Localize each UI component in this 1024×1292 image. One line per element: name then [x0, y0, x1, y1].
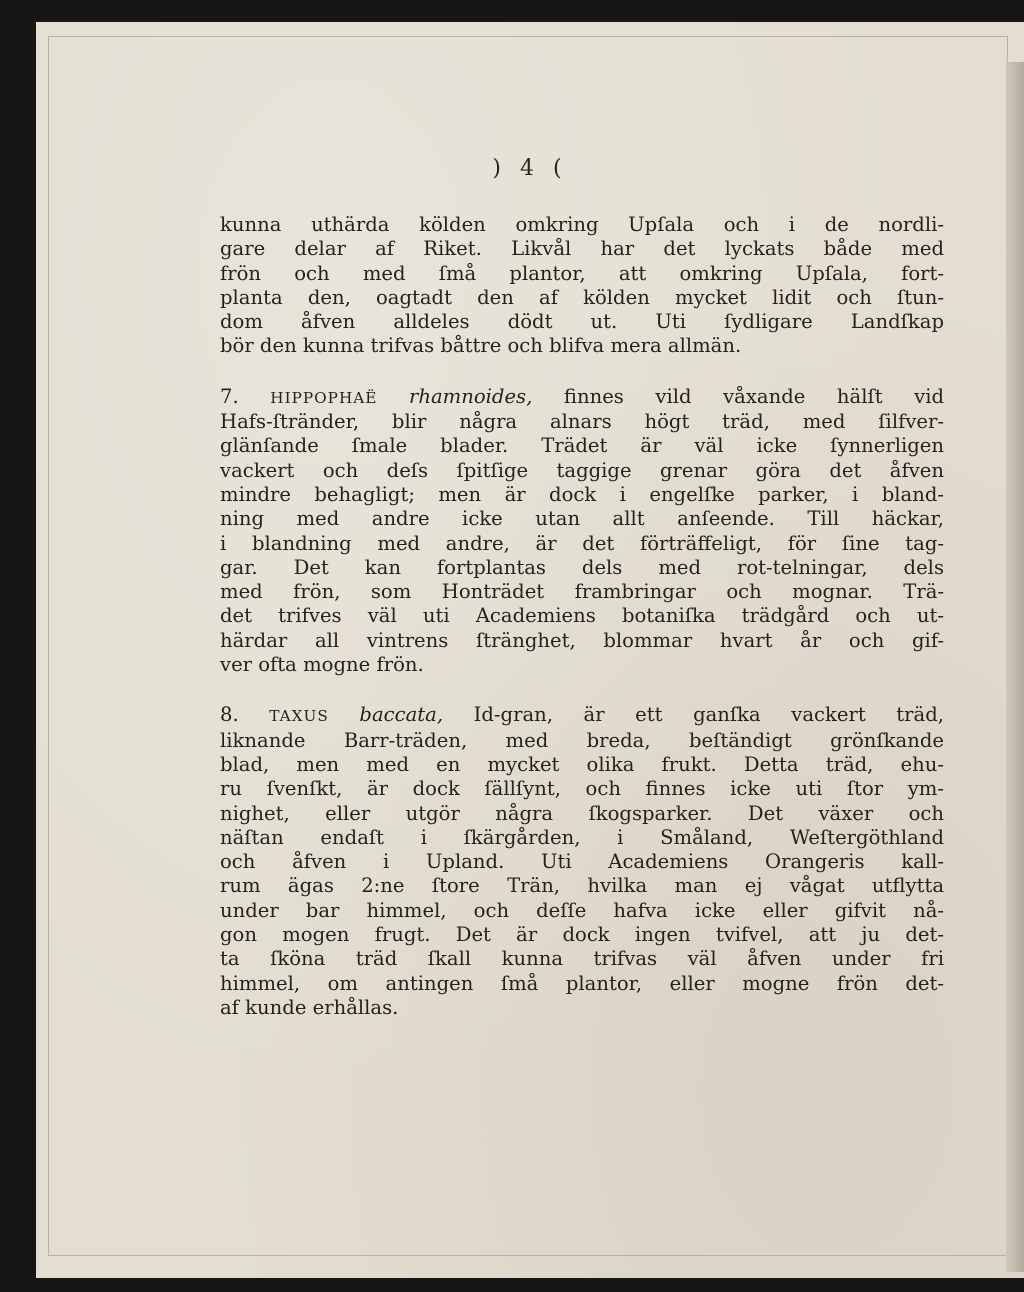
text-line: härdar all vintrens ſtränghet, blommar hvart år och gif- — [220, 628, 944, 652]
paragraph-1 — [220, 213, 944, 359]
section-number: 7. — [220, 384, 239, 408]
text-line: Hafs-ſtränder, blir några alnars högt träd, med ſilfver- — [220, 410, 944, 434]
text-line: gare delar af Riket. Likvål har det lyckats både med — [220, 237, 944, 261]
line-text: finnes vild våxande hälſt vid — [563, 384, 944, 408]
paragraph-3 — [220, 703, 944, 1020]
text-line: näſtan endaſt i ſkärgården, i Småland, Weſtergöthland — [220, 825, 944, 849]
text-line: gon mogen frugt. Det är dock ingen tvifvel, att ju det- — [220, 923, 944, 947]
text-line: himmel, om antingen ſmå plantor, eller mogne frön det- — [220, 971, 944, 995]
text-line: dom åfven alldeles dödt ut. Uti ſydligare Landſkap — [220, 310, 944, 334]
text-line: och åfven i Upland. Uti Academiens Orangeris kall- — [220, 850, 944, 874]
text-line: ver ofta mogne frön. — [220, 653, 424, 677]
text-line: nighet, eller utgör några ſkogsparker. Det växer och — [220, 801, 944, 825]
body-text — [220, 213, 944, 1020]
text-line: kunna uthärda kölden omkring Upſala och i de nordli- — [220, 213, 944, 236]
text-line: frön och med ſmå plantor, att omkring Upſala, fort- — [220, 261, 944, 285]
text-line: blad, men med en mycket olika frukt. Detta träd, ehu- — [220, 752, 944, 776]
species-epithet: rhamnoides, — [408, 384, 533, 408]
text-line: ta ſköna träd ſkall kunna trifvas väl åfven under fri — [220, 947, 944, 971]
text-line: ning med andre icke utan allt anſeende. Till häckar, — [220, 507, 944, 531]
page-number: ) 4 ( — [492, 156, 568, 181]
text-line: under bar himmel, och deſſe hafva icke eller gifvit nå- — [220, 898, 944, 922]
text-line: gar. Det kan fortplantas dels med rot-telningar, dels — [220, 555, 944, 579]
species-genus: HIPPOPHAË — [270, 388, 378, 407]
text-line: glänſande ſmale blader. Trädet är väl icke ſynnerligen — [220, 434, 944, 458]
section-number: 8. — [220, 703, 239, 727]
text-line: ru ſvenſkt, är dock ſällſynt, och finnes icke uti ſtor ym- — [220, 777, 944, 801]
text-line: mindre behagligt; men är dock i engelſke parker, i bland- — [220, 482, 944, 506]
text-line: planta den, oagtadt den af kölden mycket lidit och ſtun- — [220, 285, 944, 309]
text-line: med frön, som Honträdet frambringar och mognar. Trä- — [220, 580, 944, 604]
text-line: rum ägas 2:ne ſtore Trän, hvilka man ej vågat utflytta — [220, 874, 944, 898]
text-line: liknande Barr-träden, med breda, beſtändigt grönſkande — [220, 728, 944, 752]
book-page — [36, 22, 1024, 1278]
species-epithet: baccata, — [359, 703, 444, 727]
paragraph-2 — [220, 385, 944, 678]
text-line: det trifves väl uti Academiens botaniſka trädgård och ut- — [220, 604, 944, 628]
text-line: af kunde erhållas. — [220, 995, 399, 1019]
text-line — [220, 385, 944, 410]
line-text: Id-gran, är ett ganſka vackert träd, — [473, 703, 944, 727]
species-genus: TAXUS — [269, 707, 329, 726]
text-line: i blandning med andre, är det förträffeligt, för ſine tag- — [220, 531, 944, 555]
text-line — [220, 703, 944, 728]
page-edge — [1006, 62, 1024, 1272]
text-line: bör den kunna trifvas båttre och blifva mera allmän. — [220, 334, 742, 358]
text-line: vackert och deſs ſpitſige taggige grenar göra det åfven — [220, 458, 944, 482]
